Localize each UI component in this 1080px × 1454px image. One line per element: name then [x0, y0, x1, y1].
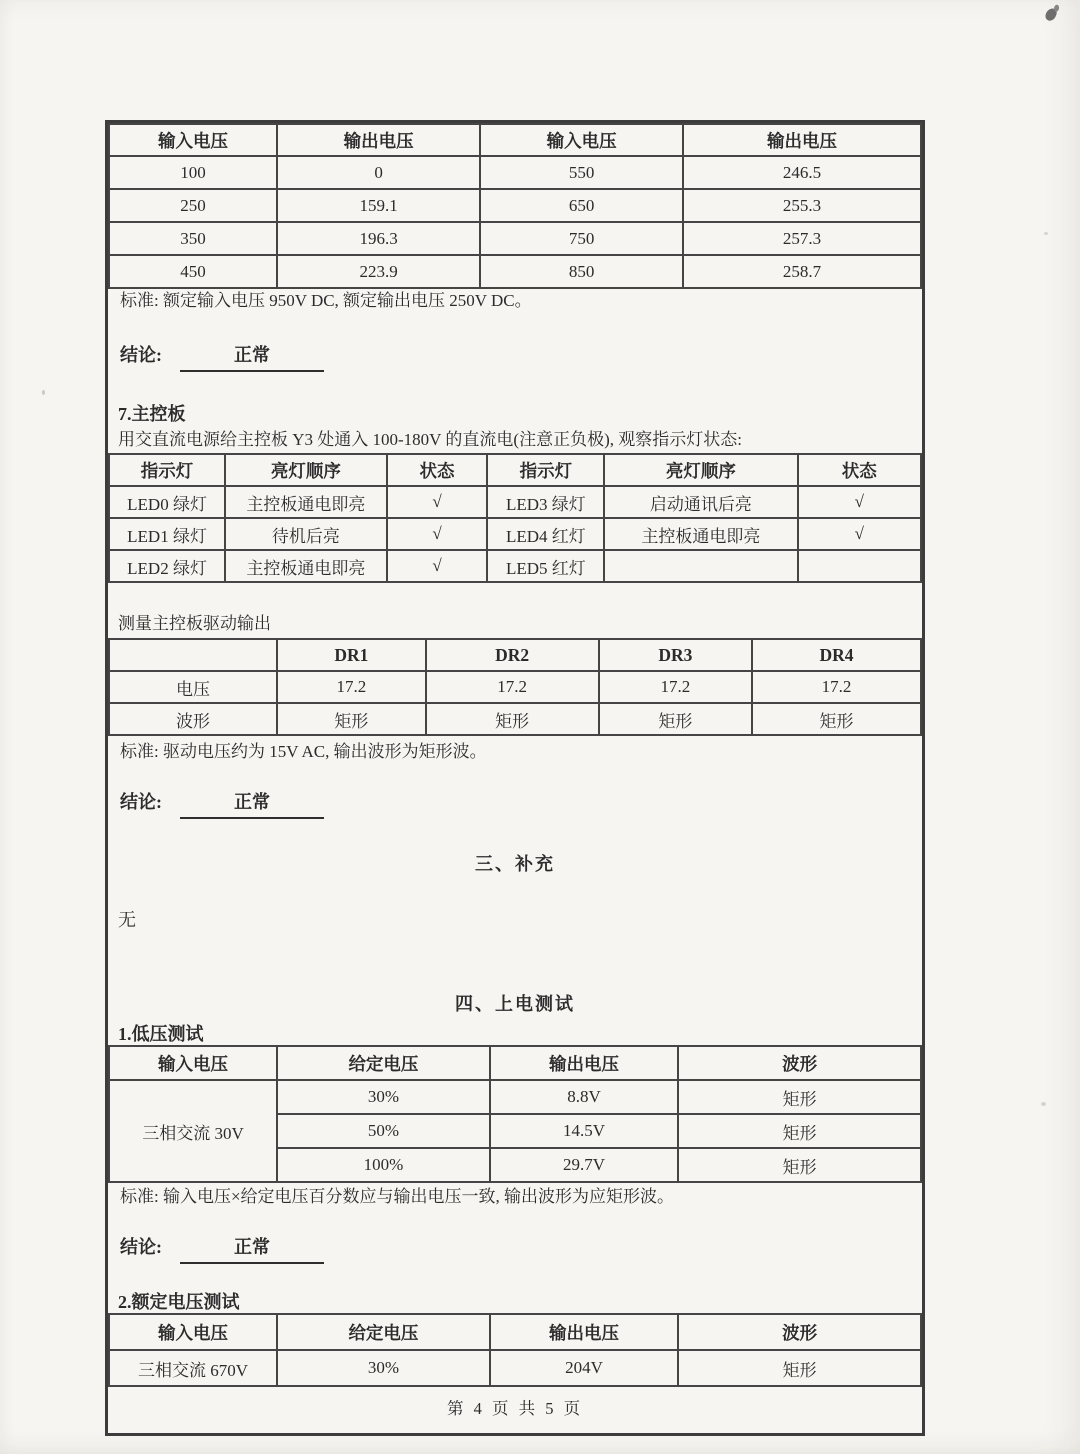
conclusion-label: 结论: [120, 345, 162, 365]
header-cell: 指示灯 [487, 454, 604, 486]
scan-artifact-blob [1044, 7, 1058, 23]
checkmark-cell: √ [387, 518, 488, 550]
header-cell: 给定电压 [277, 1314, 490, 1350]
table-cell: 8.8V [490, 1080, 678, 1114]
row-label-cell: 三相交流 30V [109, 1080, 277, 1182]
header-cell: 亮灯顺序 [604, 454, 797, 486]
row-label-cell: 波形 [109, 703, 277, 735]
header-cell: 输出电压 [683, 124, 921, 156]
conclusion-value: 正常 [180, 341, 324, 372]
table-cell: 矩形 [678, 1080, 921, 1114]
table-cell: 启动通讯后亮 [604, 486, 797, 518]
standard-note: 标准: 额定输入电压 950V DC, 额定输出电压 250V DC。 [120, 291, 532, 310]
table-cell [798, 550, 921, 582]
table-cell: 258.7 [683, 255, 921, 288]
header-cell: 输入电压 [109, 1314, 277, 1350]
table-cell: 主控板通电即亮 [225, 550, 387, 582]
table-cell: 17.2 [426, 671, 599, 703]
conclusion-label: 结论: [120, 1237, 162, 1257]
table-row [109, 189, 921, 222]
table-cell: 750 [480, 222, 683, 255]
conclusion-label: 结论: [120, 792, 162, 812]
header-cell: 输出电压 [490, 1314, 678, 1350]
table-cell: 矩形 [277, 703, 426, 735]
table-cell: 50% [277, 1114, 490, 1148]
subsection-2-title: 2.额定电压测试 [118, 1292, 240, 1312]
header-cell: 状态 [798, 454, 921, 486]
header-cell: 输入电压 [480, 124, 683, 156]
table-row [109, 703, 921, 735]
table-cell: 矩形 [678, 1350, 921, 1386]
table-row [109, 1350, 921, 1386]
drive-output-table [108, 638, 922, 736]
standard-note: 标准: 输入电压×给定电压百分数应与输出电压一致, 输出波形为应矩形波。 [120, 1187, 675, 1206]
header-cell: 波形 [678, 1314, 921, 1350]
page-indicator: 第 4 页 共 5 页 [446, 1399, 584, 1418]
table-cell: LED5 红灯 [487, 550, 604, 582]
header-cell: DR2 [426, 639, 599, 671]
table-cell: 255.3 [683, 189, 921, 222]
table-cell: 350 [109, 222, 277, 255]
document-frame [105, 120, 925, 1436]
conclusion-block [120, 1233, 324, 1264]
led-indicator-table [108, 453, 922, 583]
header-cell: 指示灯 [109, 454, 225, 486]
table-row [109, 255, 921, 288]
table-cell: 30% [277, 1350, 490, 1386]
low-voltage-test-table [108, 1045, 922, 1183]
table-cell: 主控板通电即亮 [225, 486, 387, 518]
section-7-description: 用交直流电源给主控板 Y3 处通入 100-180V 的直流电(注意正负极), 观察指示灯状态: [118, 430, 742, 449]
header-cell: 给定电压 [277, 1046, 490, 1080]
section-3-content: 无 [118, 910, 136, 930]
conclusion-block [120, 341, 324, 372]
table-cell: 850 [480, 255, 683, 288]
scan-speck [42, 390, 45, 395]
table-row [109, 550, 921, 582]
table-header-row [109, 1314, 921, 1350]
header-cell: 输入电压 [109, 124, 277, 156]
table-row [109, 156, 921, 189]
table-cell: LED3 绿灯 [487, 486, 604, 518]
conclusion-value: 正常 [180, 788, 324, 819]
table-cell: 204V [490, 1350, 678, 1386]
header-cell: 波形 [678, 1046, 921, 1080]
table-cell: 待机后亮 [225, 518, 387, 550]
table-row [109, 671, 921, 703]
table-cell: 矩形 [752, 703, 921, 735]
header-cell: DR1 [277, 639, 426, 671]
table-cell: 100 [109, 156, 277, 189]
header-cell: 输出电压 [277, 124, 480, 156]
drive-output-title: 测量主控板驱动输出 [118, 614, 271, 633]
table-cell: LED4 红灯 [487, 518, 604, 550]
table-cell: 矩形 [678, 1148, 921, 1182]
table-cell: 17.2 [599, 671, 752, 703]
table-header-row [109, 639, 921, 671]
checkmark-cell: √ [798, 486, 921, 518]
table-cell: 100% [277, 1148, 490, 1182]
table-cell: 246.5 [683, 156, 921, 189]
table-cell: 196.3 [277, 222, 480, 255]
scan-speck [1041, 1102, 1046, 1106]
header-cell [109, 639, 277, 671]
table-cell: 矩形 [599, 703, 752, 735]
table-cell: 223.9 [277, 255, 480, 288]
table-cell: 三相交流 670V [109, 1350, 277, 1386]
header-cell: 亮灯顺序 [225, 454, 387, 486]
checkmark-cell: √ [798, 518, 921, 550]
table-cell: 0 [277, 156, 480, 189]
table-cell: 650 [480, 189, 683, 222]
conclusion-block [120, 788, 324, 819]
table-cell: LED1 绿灯 [109, 518, 225, 550]
table-cell: 29.7V [490, 1148, 678, 1182]
section-7-title: 7.主控板 [118, 404, 186, 424]
table-cell: 17.2 [277, 671, 426, 703]
section-4-title: 四、上电测试 [455, 994, 575, 1014]
table-cell: 30% [277, 1080, 490, 1114]
header-cell: DR3 [599, 639, 752, 671]
scan-speck [1044, 232, 1048, 235]
table-header-row [109, 1046, 921, 1080]
row-label-cell: 电压 [109, 671, 277, 703]
section-3-title: 三、补充 [475, 854, 555, 874]
table-row [109, 518, 921, 550]
table-cell: 矩形 [678, 1114, 921, 1148]
table-cell: 主控板通电即亮 [604, 518, 797, 550]
table-cell: 250 [109, 189, 277, 222]
checkmark-cell: √ [387, 550, 488, 582]
header-cell: DR4 [752, 639, 921, 671]
table-cell: 矩形 [426, 703, 599, 735]
table-cell: 257.3 [683, 222, 921, 255]
table-cell: 550 [480, 156, 683, 189]
header-cell: 状态 [387, 454, 488, 486]
standard-note: 标准: 驱动电压约为 15V AC, 输出波形为矩形波。 [120, 742, 487, 761]
table-cell: LED0 绿灯 [109, 486, 225, 518]
output-voltage-table [108, 123, 922, 289]
table-cell: LED2 绿灯 [109, 550, 225, 582]
table-row [109, 1080, 921, 1114]
checkmark-cell: √ [387, 486, 488, 518]
table-header-row [109, 124, 921, 156]
table-cell: 159.1 [277, 189, 480, 222]
subsection-1-title: 1.低压测试 [118, 1024, 204, 1044]
table-header-row [109, 454, 921, 486]
header-cell: 输入电压 [109, 1046, 277, 1080]
rated-voltage-test-table [108, 1313, 922, 1387]
table-cell: 450 [109, 255, 277, 288]
conclusion-value: 正常 [180, 1233, 324, 1264]
table-row [109, 486, 921, 518]
table-cell: 17.2 [752, 671, 921, 703]
table-cell: 14.5V [490, 1114, 678, 1148]
table-cell [604, 550, 797, 582]
table-row [109, 222, 921, 255]
header-cell: 输出电压 [490, 1046, 678, 1080]
